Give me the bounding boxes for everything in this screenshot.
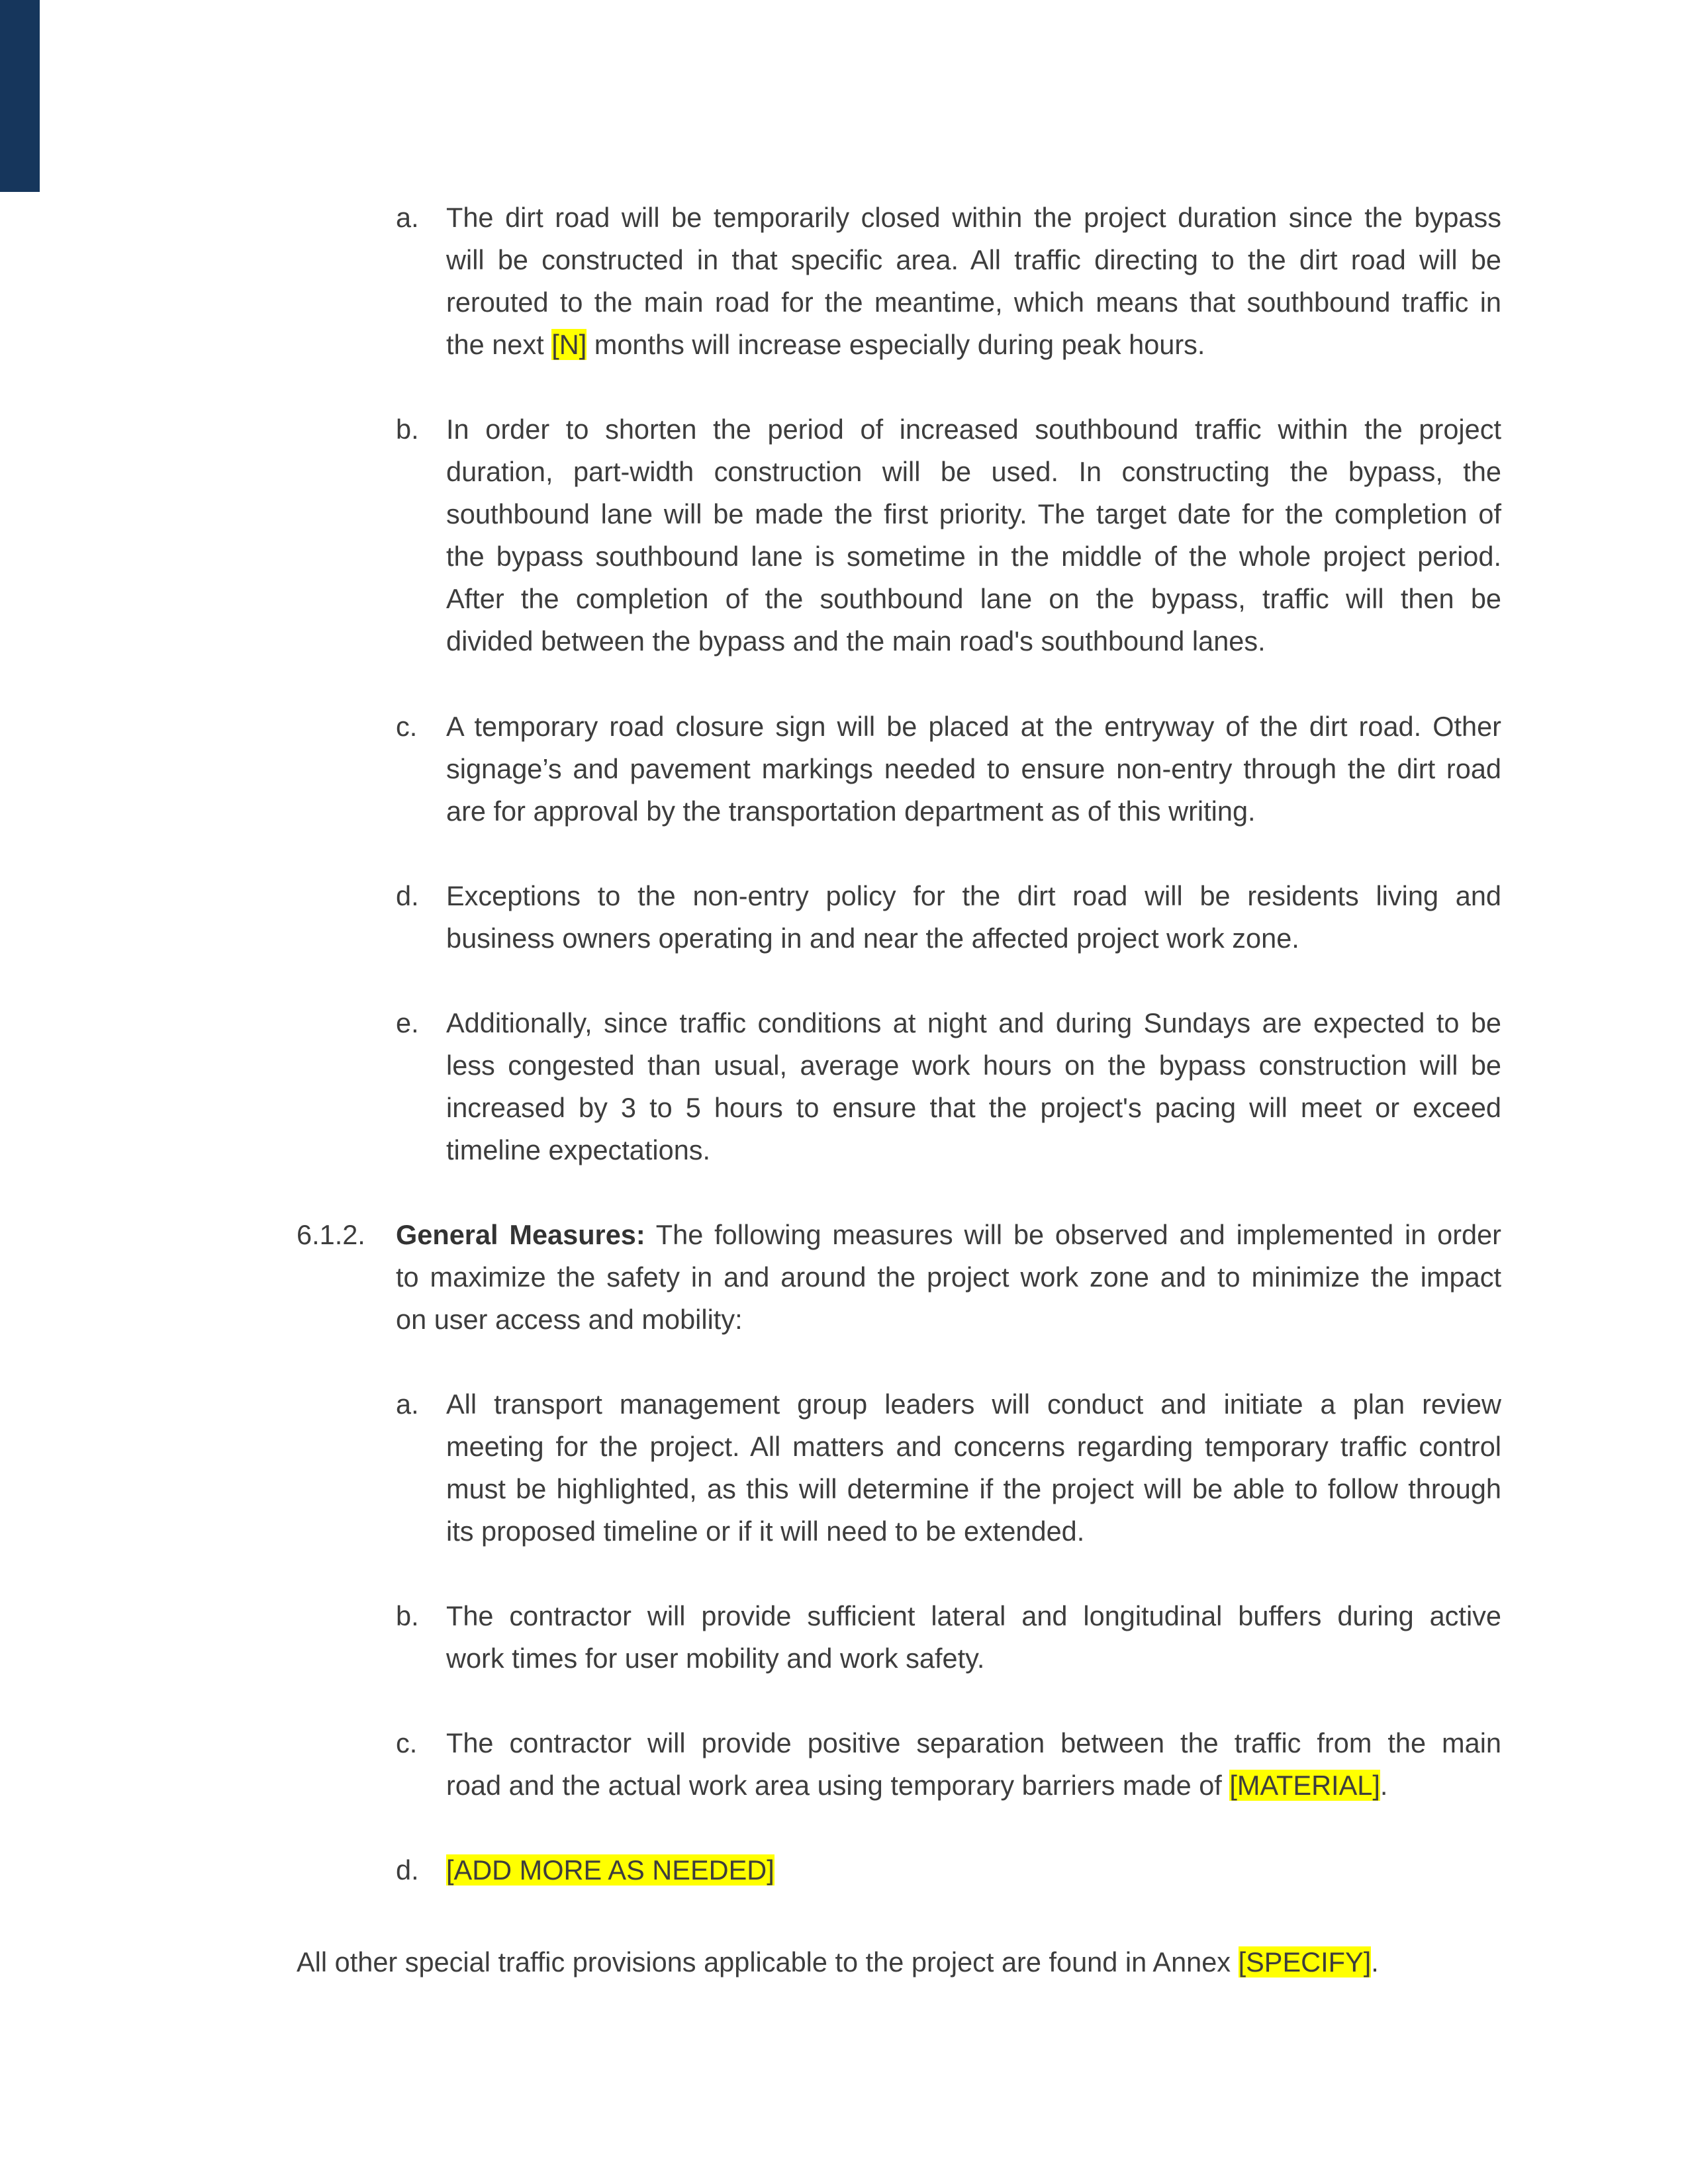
text-line: less congested than usual, average work hours on the bypass construction will be: [446, 1050, 1501, 1081]
list-marker: a.: [396, 202, 419, 233]
text-line: [446, 324, 1501, 366]
text-line: [446, 1849, 1501, 1891]
section-number: 6.1.2.: [297, 1219, 365, 1250]
text-line: [396, 1214, 1501, 1256]
text-line: In order to shorten the period of increased southbound traffic within the project: [446, 414, 1501, 445]
list-marker: e.: [396, 1007, 419, 1038]
text-line: increased by 3 to 5 hours to ensure that the project's pacing will meet or exceed: [446, 1092, 1501, 1123]
text-line: the bypass southbound lane is sometime in the middle of the whole project period.: [446, 541, 1501, 572]
closing-paragraph: [297, 1941, 1379, 1983]
text-line: work times for user mobility and work safety.: [446, 1643, 985, 1674]
section-text: [396, 1214, 1501, 1341]
sidebar-accent-bar: [0, 0, 40, 192]
placeholder-highlight: [SPECIFY]: [1238, 1946, 1372, 1978]
list-item-text: [446, 1002, 1501, 1171]
list-marker: d.: [396, 880, 419, 911]
list-item-text: [446, 1595, 1501, 1680]
text-line: After the completion of the southbound lane on the bypass, traffic will then be: [446, 583, 1501, 614]
text-line: meeting for the project. All matters and concerns regarding temporary traffic control: [446, 1431, 1501, 1462]
list-item-text: [446, 408, 1501, 662]
placeholder-highlight: [N]: [551, 329, 587, 360]
text-line: Additionally, since traffic conditions at night and during Sundays are expected to be: [446, 1007, 1501, 1038]
text-fragment: All other special traffic provisions applicable to the project are found in Annex: [297, 1946, 1239, 1978]
text-line: on user access and mobility:: [396, 1304, 743, 1335]
text-fragment: .: [1380, 1770, 1388, 1801]
text-line: rerouted to the main road for the meantime, which means that southbound traffic in: [446, 287, 1501, 318]
list-marker: c.: [396, 711, 418, 742]
text-line: All transport management group leaders will conduct and initiate a plan review: [446, 1388, 1501, 1420]
text-line: must be highlighted, as this will determine if the project will be able to follow through: [446, 1473, 1501, 1504]
text-line: The contractor will provide sufficient lateral and longitudinal buffers during active: [446, 1600, 1501, 1631]
placeholder-highlight: [ADD MORE AS NEEDED]: [446, 1854, 774, 1886]
list-marker: b.: [396, 414, 419, 445]
text-line: are for approval by the transportation department as of this writing.: [446, 796, 1256, 827]
text-line: will be constructed in that specific area. All traffic directing to the dirt road will be: [446, 244, 1501, 275]
list-item-text: [446, 1722, 1501, 1807]
text-line: its proposed timeline or if it will need to be extended.: [446, 1516, 1085, 1547]
text-line: Exceptions to the non-entry policy for the dirt road will be residents living and: [446, 880, 1501, 911]
text-line: to maximize the safety in and around the project work zone and to minimize the impact: [396, 1261, 1501, 1293]
list-marker: b.: [396, 1600, 419, 1631]
list-item-text: [446, 875, 1501, 960]
list-marker: a.: [396, 1388, 419, 1420]
list-marker: c.: [396, 1727, 418, 1758]
text-line: duration, part-width construction will be used. In constructing the bypass, the: [446, 456, 1501, 487]
text-fragment: the next: [446, 329, 552, 360]
text-line: timeline expectations.: [446, 1134, 711, 1165]
list-item-text: [446, 705, 1501, 833]
text-fragment: .: [1371, 1946, 1379, 1978]
text-fragment: The following measures will be observed and implemented in order: [645, 1219, 1502, 1250]
list-item-text: [446, 1849, 1501, 1891]
placeholder-highlight: [MATERIAL]: [1229, 1770, 1380, 1801]
text-line: A temporary road closure sign will be placed at the entryway of the dirt road. Other: [446, 711, 1501, 742]
list-item-text: [446, 197, 1501, 366]
text-line: The contractor will provide positive separation between the traffic from the main: [446, 1727, 1501, 1758]
text-line: business owners operating in and near the affected project work zone.: [446, 923, 1299, 954]
list-item-text: [446, 1383, 1501, 1553]
text-line: signage’s and pavement markings needed to ensure non-entry through the dirt road: [446, 753, 1501, 784]
text-line: southbound lane will be made the first priority. The target date for the completion of: [446, 498, 1501, 529]
text-line: The dirt road will be temporarily closed within the project duration since the bypass: [446, 202, 1501, 233]
list-marker: d.: [396, 1854, 419, 1886]
text-fragment: months will increase especially during peak hours.: [586, 329, 1205, 360]
text-fragment: road and the actual work area using temporary barriers made of: [446, 1770, 1230, 1801]
section-heading: General Measures:: [396, 1219, 645, 1250]
text-line: [446, 1764, 1501, 1807]
text-line: divided between the bypass and the main road's southbound lanes.: [446, 625, 1266, 657]
